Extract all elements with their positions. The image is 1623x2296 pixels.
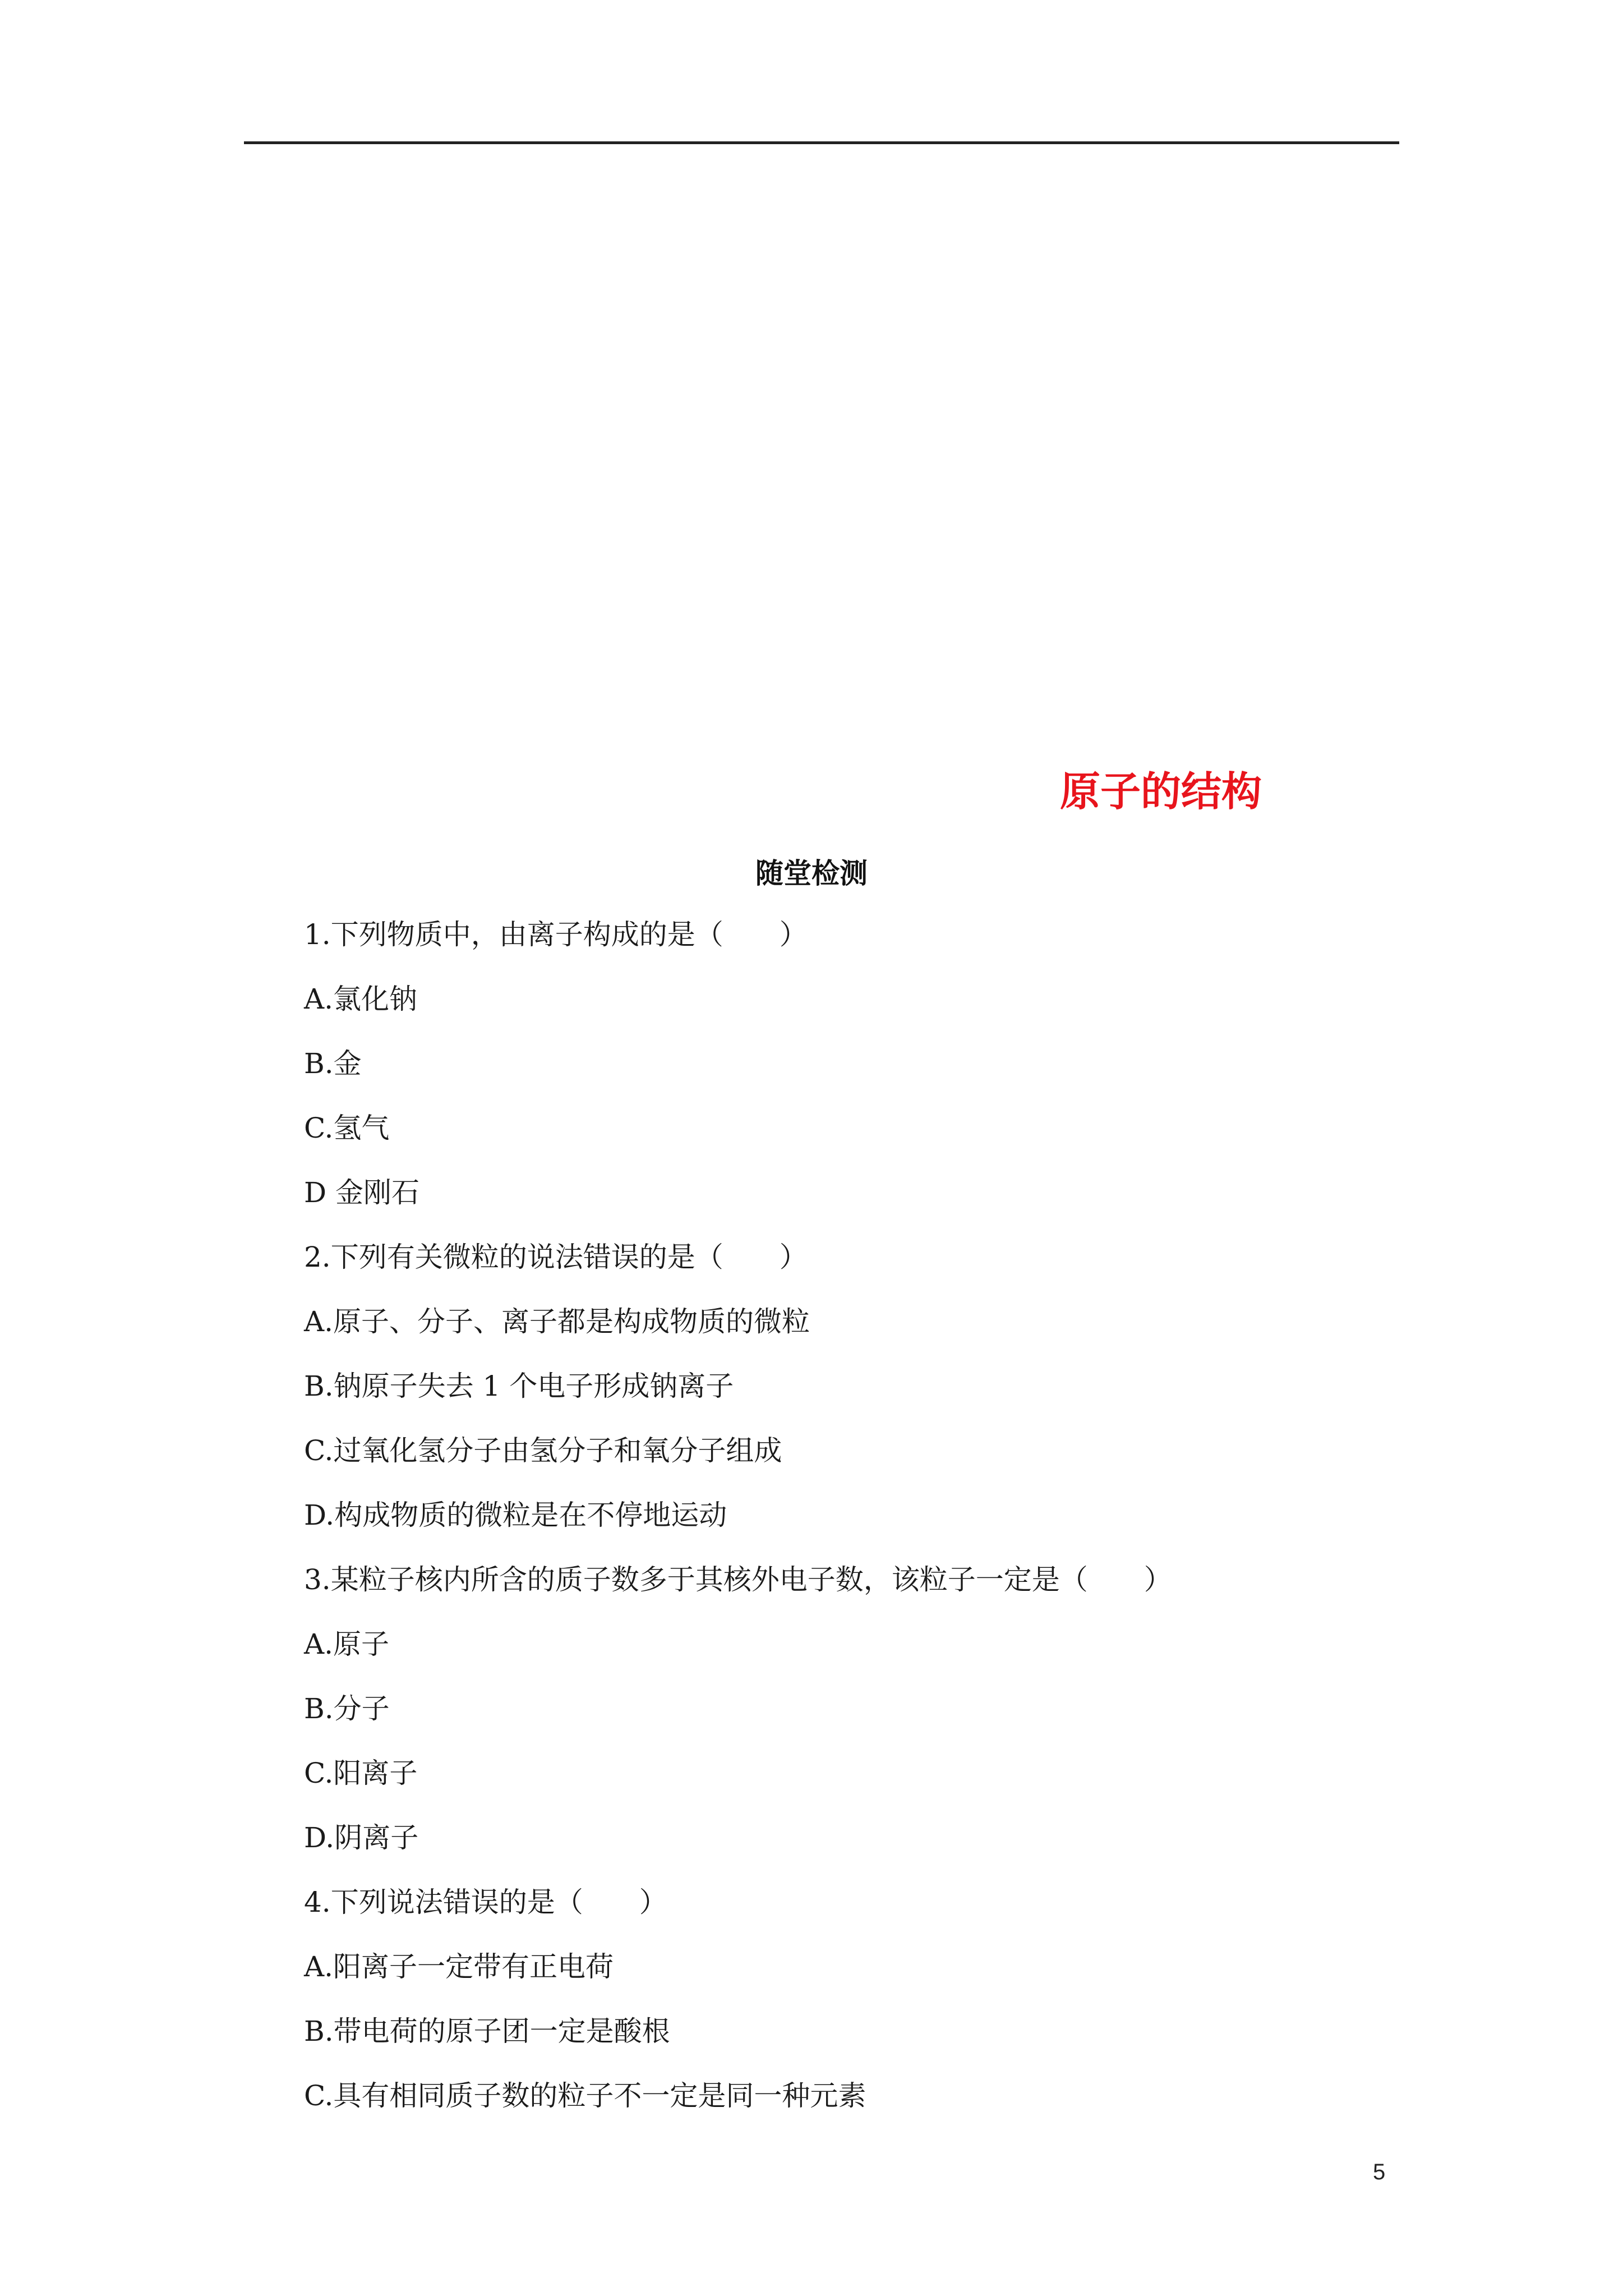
header-rule bbox=[244, 141, 1399, 144]
question-4: 4.下列说法错误的是（ ） bbox=[304, 1886, 667, 1918]
question-3-option-c: C.阳离子 bbox=[304, 1757, 418, 1789]
question-2-option-c: C.过氧化氢分子由氢分子和氧分子组成 bbox=[304, 1434, 782, 1467]
question-1-option-c: C.氢气 bbox=[304, 1112, 390, 1144]
question-4-option-b: B.带电荷的原子团一定是酸根 bbox=[304, 2015, 670, 2047]
document-title: 原子的结构 bbox=[1060, 768, 1262, 815]
page-number: 5 bbox=[1373, 2160, 1386, 2184]
question-3: 3.某粒子核内所含的质子数多于其核外电子数，该粒子一定是（ ） bbox=[304, 1563, 1172, 1596]
question-2: 2.下列有关微粒的说法错误的是（ ） bbox=[304, 1241, 808, 1273]
question-1-option-b: B.金 bbox=[304, 1047, 362, 1080]
question-4-option-c: C.具有相同质子数的粒子不一定是同一种元素 bbox=[304, 2079, 866, 2112]
section-heading: 随堂检测 bbox=[755, 857, 868, 890]
question-1: 1.下列物质中，由离子构成的是（ ） bbox=[304, 918, 808, 951]
question-1-option-d: D 金刚石 bbox=[304, 1176, 419, 1209]
question-2-option-a: A.原子、分子、离子都是构成物质的微粒 bbox=[304, 1305, 810, 1338]
question-1-option-a: A.氯化钠 bbox=[304, 983, 418, 1015]
question-2-option-b: B.钠原子失去 1 个电子形成钠离子 bbox=[304, 1370, 734, 1402]
question-3-option-a: A.原子 bbox=[304, 1628, 390, 1660]
question-4-option-a: A.阳离子一定带有正电荷 bbox=[304, 1950, 614, 1983]
question-2-option-d: D.构成物质的微粒是在不停地运动 bbox=[304, 1499, 727, 1531]
question-3-option-b: B.分子 bbox=[304, 1692, 390, 1725]
question-3-option-d: D.阴离子 bbox=[304, 1821, 419, 1854]
